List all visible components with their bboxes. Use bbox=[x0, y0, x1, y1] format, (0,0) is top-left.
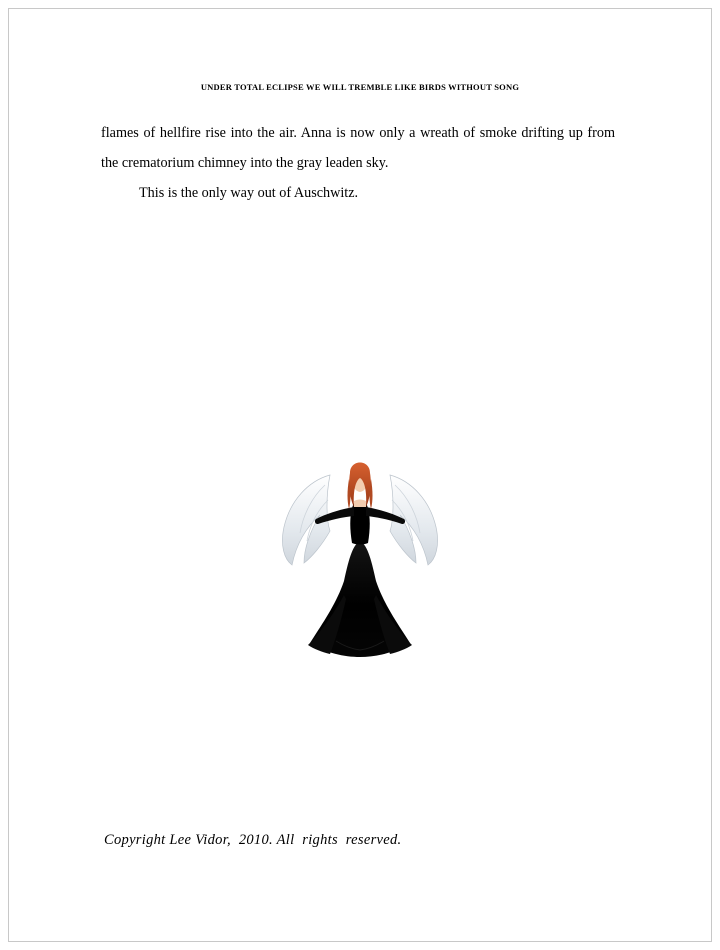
gown-shape bbox=[308, 541, 412, 657]
body-text-block bbox=[101, 118, 615, 208]
paragraph-1: flames of hellfire rise into the air. Anna is now only a wreath of smoke drifting up from the crematorium chimney into the gray leaden sky. bbox=[101, 125, 615, 171]
running-head: UNDER TOTAL ECLIPSE WE WILL TREMBLE LIKE BIRDS WITHOUT SONG bbox=[200, 82, 520, 92]
shoulders-shape bbox=[354, 500, 366, 508]
copyright-notice: Copyright Lee Vidor, 2010. All rights reserved. bbox=[104, 832, 402, 848]
winged-woman-illustration bbox=[270, 445, 450, 675]
paragraph-2: This is the only way out of Auschwitz. bbox=[139, 185, 359, 201]
